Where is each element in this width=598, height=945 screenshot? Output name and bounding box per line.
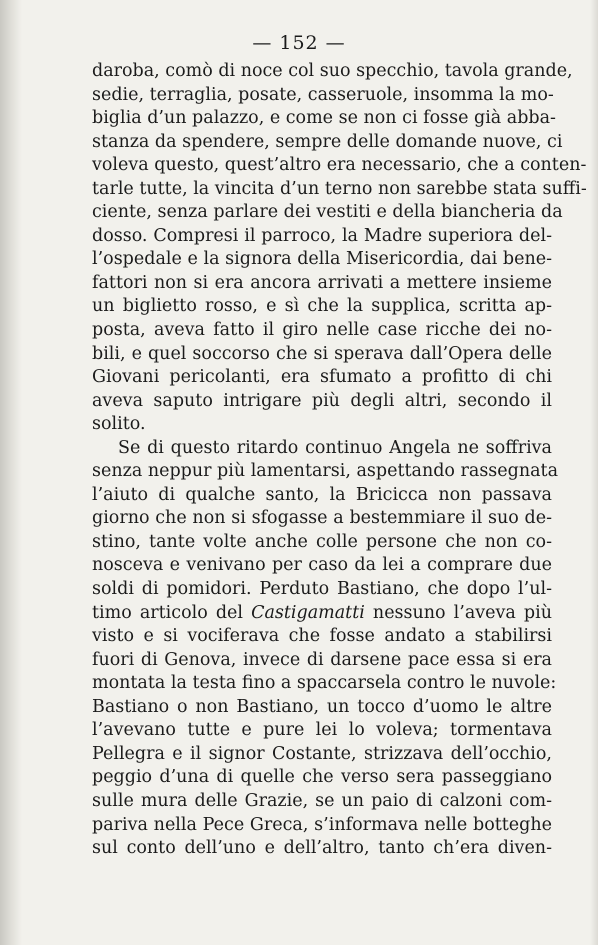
text-line: aveva saputo intrigare più degli altri, secondo il [92,390,552,411]
text-line-start: timo articolo del [92,602,252,623]
text-line: l’aiuto di qualche santo, la Bricicca non passava [92,484,552,505]
text-line: fattori non si era ancora arrivati a mettere insieme [92,272,552,293]
text-line: fuori di Genova, invece di darsene pace essa si era [92,649,552,670]
text-line: Pellegra e il signor Costante, strizzava dell’occhio, [92,743,552,764]
text-line: visto e si vociferava che fosse andato a stabilirsi [92,626,552,647]
body-text [92,60,587,861]
page-edge [590,0,598,945]
text-line: pariva nella Pece Greca, s’informava nelle botteghe [92,814,552,835]
text-line: bili, e quel soccorso che si sperava dall’Opera delle [92,343,552,364]
text-line: ciente, senza parlare dei vestiti e della biancheria da [92,202,563,223]
text-line: dosso. Compresi il parroco, la Madre superiora del- [92,225,552,246]
text-line: biglia d’un palazzo, e come se non ci fosse già abba- [92,108,556,129]
text-line [92,602,552,626]
text-line: l’ospedale e la signora della Misericordia, dai bene- [92,249,552,270]
text-line: tarle tutte, la vincita d’un terno non sarebbe stata suffi- [92,178,587,199]
text-line: Giovani pericolanti, era sfumato a profitto di chi [92,367,552,388]
text-line: montata la testa fino a spaccarsela contro le nuvole: [92,673,557,694]
text-line: Bastiano o non Bastiano, un tocco d’uomo le altre [92,696,552,717]
text-line: un biglietto rosso, e sì che la supplica, scritta ap- [92,296,552,317]
text-line: senza neppur più lamentarsi, aspettando rassegnata [92,461,559,482]
text-line: sedie, terraglia, posate, casseruole, insomma la mo- [92,84,554,105]
text-line: voleva questo, quest’altro era necessario, che a conten- [92,155,587,176]
text-line: sulle mura delle Grazie, se un paio di calzoni com- [92,790,552,811]
text-line: Se di questo ritardo continuo Angela ne soffriva [118,437,552,458]
text-line: stanza da spendere, sempre delle domande nuove, ci [92,131,563,152]
text-line-end: nessuno l’aveva più [364,602,552,623]
text-line: noscevа e venivano per caso da lei a comprare due [92,555,552,576]
text-line: soldi di pomidori. Perduto Bastiano, che dopo l’ul- [92,579,552,600]
text-line: l’avevano tutte e pure lei lo voleva; tormentava [92,720,552,741]
text-line: giorno che non si sfogasse a bestemmiare il suo de- [92,508,552,529]
page-number: — 152 — [252,32,346,54]
paragraph-1 [92,60,587,437]
paragraph-2 [92,437,559,861]
text-line: stino, tante volte anche colle persone che non co- [92,531,552,552]
text-line: daroba, comò di noce col suo specchio, tavola grande, [92,61,573,81]
text-line: peggio d’una di quelle che verso sera passeggiano [92,767,552,788]
text-line: sul conto dell’uno e dell’altro, tanto ch’era diven- [92,838,552,859]
binding-shadow [0,0,22,945]
text-line: posta, aveva fatto il giro nelle case ricche dei no- [92,320,552,341]
text-line: solito. [92,414,146,435]
italic-title: Castigamatti [251,602,365,623]
